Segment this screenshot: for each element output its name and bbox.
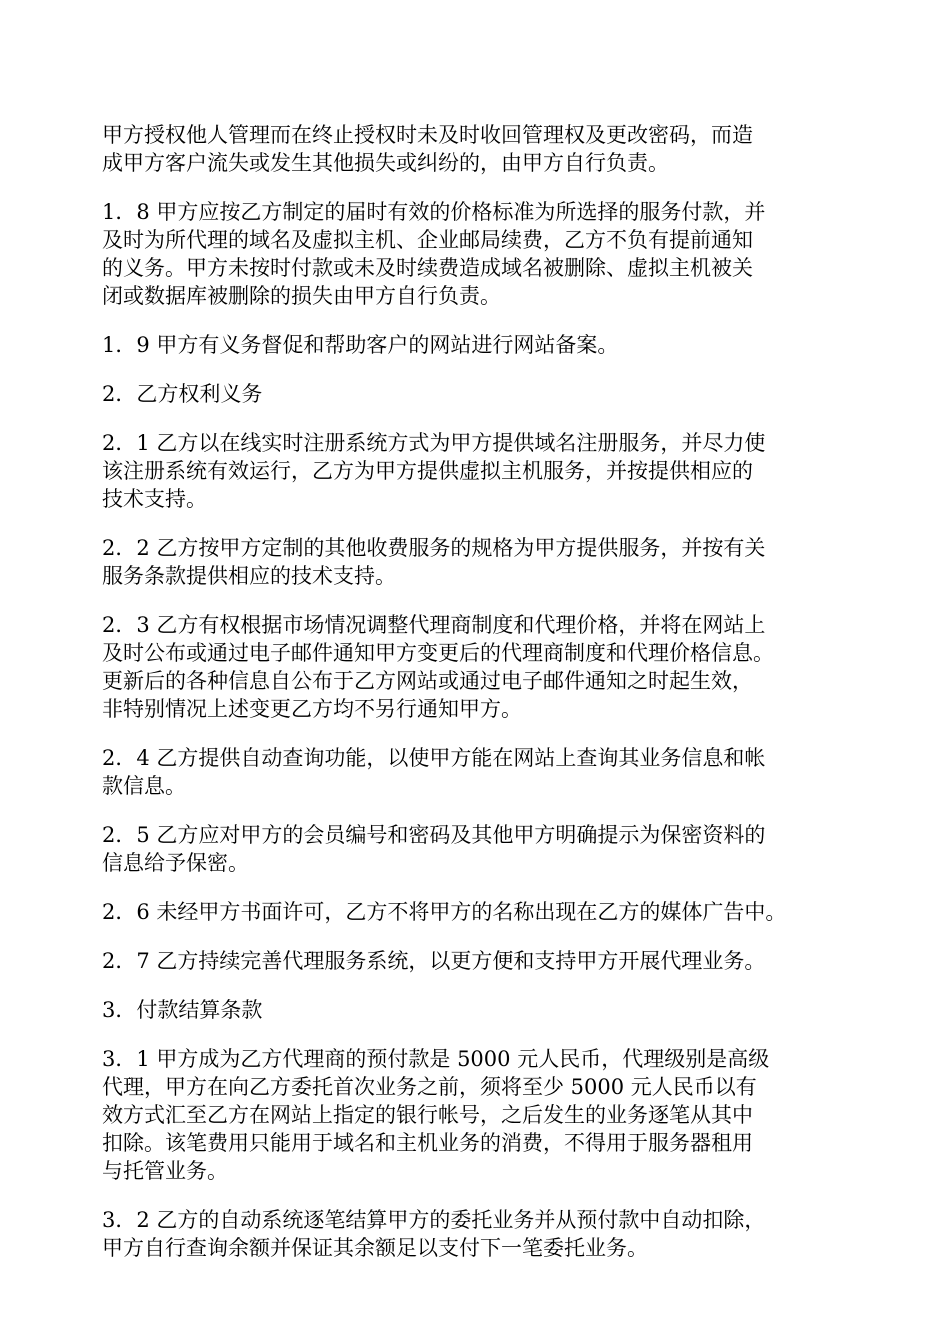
text-line: 2．4 乙方提供自动查询功能，以使甲方能在网站上查询其业务信息和帐: [102, 746, 766, 770]
text-line: 2．5 乙方应对甲方的会员编号和密码及其他甲方明确提示为保密资料的: [102, 823, 766, 847]
text-line: 2．7 乙方持续完善代理服务系统，以更方便和支持甲方开展代理业务。: [102, 949, 766, 973]
paragraph-3-1: [102, 1045, 872, 1185]
text-line: 代理，甲方在向乙方委托首次业务之前，须将至少 5000 元人民币以有: [102, 1075, 757, 1099]
text-line: 甲方授权他人管理而在终止授权时未及时收回管理权及更改密码，而造: [102, 123, 753, 147]
text-line: 甲方自行查询余额并保证其余额足以支付下一笔委托业务。: [102, 1236, 648, 1260]
paragraph-1-7-continued: [102, 121, 872, 177]
text-line: 3．1 甲方成为乙方代理商的预付款是 5000 元人民币，代理级别是高级: [102, 1047, 770, 1071]
paragraph-2-7: [102, 947, 872, 975]
text-line: 款信息。: [102, 774, 186, 798]
text-line: 服务条款提供相应的技术支持。: [102, 564, 396, 588]
section-heading-text: 3．付款结算条款: [102, 998, 263, 1022]
text-line: 2．1 乙方以在线实时注册系统方式为甲方提供域名注册服务，并尽力使: [102, 431, 766, 455]
text-line: 非特别情况上述变更乙方均不另行通知甲方。: [102, 697, 522, 721]
paragraph-3-2: [102, 1206, 872, 1262]
text-line: 信息给予保密。: [102, 851, 249, 875]
text-line: 与托管业务。: [102, 1159, 228, 1183]
text-line: 2．3 乙方有权根据市场情况调整代理商制度和代理价格，并将在网站上: [102, 613, 766, 637]
text-line: 扣除。该笔费用只能用于域名和主机业务的消费，不得用于服务器租用: [102, 1131, 753, 1155]
text-line: 效方式汇至乙方在网站上指定的银行帐号，之后发生的业务逐笔从其中: [102, 1103, 753, 1127]
text-line: 2．6 未经甲方书面许可，乙方不将甲方的名称出现在乙方的媒体广告中。: [102, 900, 787, 924]
text-line: 该注册系统有效运行，乙方为甲方提供虚拟主机服务，并按提供相应的: [102, 459, 753, 483]
paragraph-2-1: [102, 429, 872, 513]
section-heading-text: 2．乙方权利义务: [102, 382, 263, 406]
text-line: 及时公布或通过电子邮件通知甲方变更后的代理商制度和代理价格信息。: [102, 641, 774, 665]
text-line: 1．8 甲方应按乙方制定的届时有效的价格标准为所选择的服务付款，并: [102, 200, 766, 224]
section-heading-2: [102, 380, 872, 408]
text-line: 的义务。甲方未按时付款或未及时续费造成域名被删除、虚拟主机被关: [102, 256, 753, 280]
text-line: 闭或数据库被删除的损失由甲方自行负责。: [102, 284, 501, 308]
text-line: 成甲方客户流失或发生其他损失或纠纷的，由甲方自行负责。: [102, 151, 669, 175]
document-body: [102, 121, 872, 1283]
text-line: 更新后的各种信息自公布于乙方网站或通过电子邮件通知之时起生效，: [102, 669, 753, 693]
text-line: 技术支持。: [102, 487, 207, 511]
section-heading-3: [102, 996, 872, 1024]
text-line: 2．2 乙方按甲方定制的其他收费服务的规格为甲方提供服务，并按有关: [102, 536, 766, 560]
text-line: 及时为所代理的域名及虚拟主机、企业邮局续费，乙方不负有提前通知: [102, 228, 753, 252]
text-line: 3．2 乙方的自动系统逐笔结算甲方的委托业务并从预付款中自动扣除，: [102, 1208, 766, 1232]
paragraph-2-3: [102, 611, 872, 723]
paragraph-1-8: [102, 198, 872, 310]
paragraph-1-9: [102, 331, 872, 359]
paragraph-2-2: [102, 534, 872, 590]
paragraph-2-5: [102, 821, 872, 877]
text-line: 1．9 甲方有义务督促和帮助客户的网站进行网站备案。: [102, 333, 619, 357]
paragraph-2-4: [102, 744, 872, 800]
paragraph-2-6: [102, 898, 872, 926]
